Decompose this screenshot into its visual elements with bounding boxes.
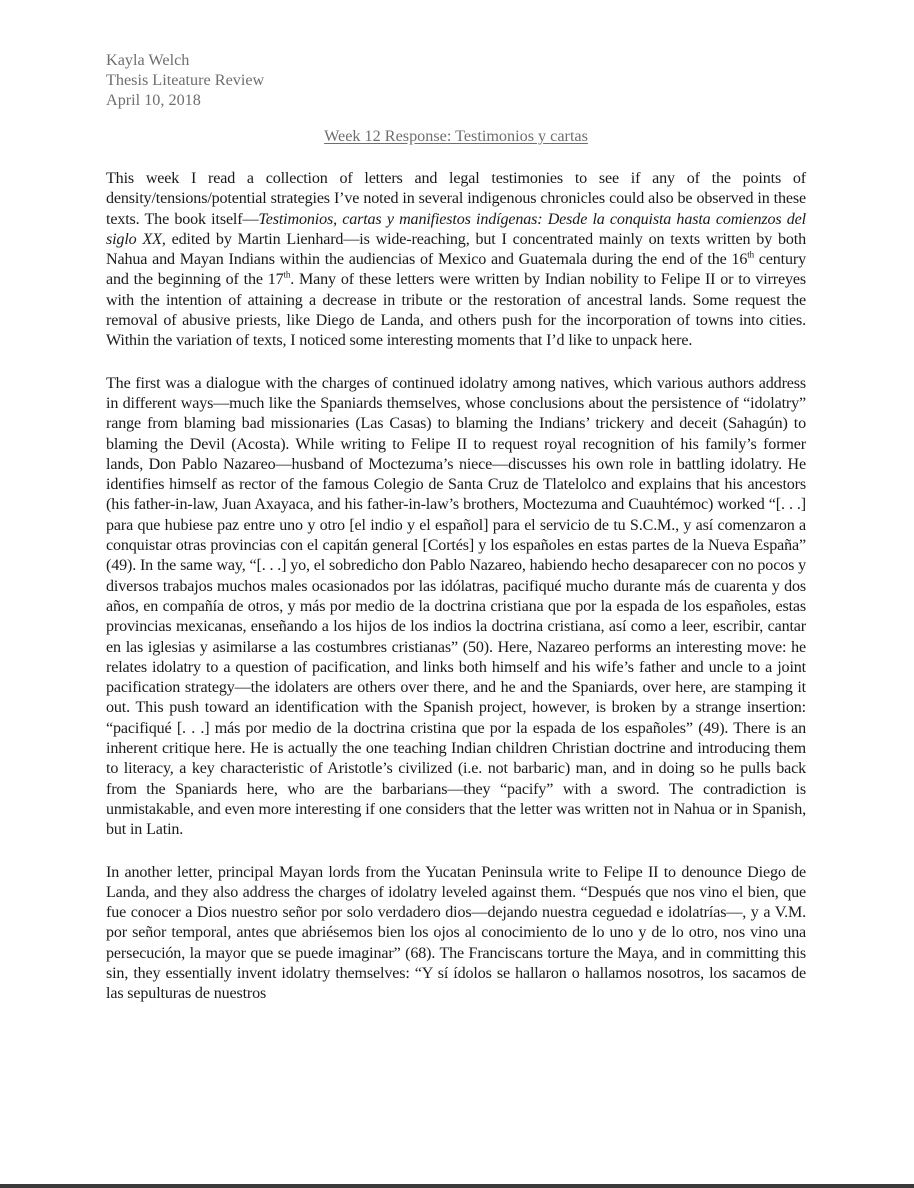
page-bottom-border [0, 1184, 914, 1188]
paragraph-1 [106, 169, 806, 352]
ordinal-suffix: th [283, 270, 291, 281]
paragraph-1-text-b: , edited by Martin Lienhard—is wide-reaching, but I concentrated mainly on texts written by both Nahua and Mayan Indians within the audiencias of Mexico and Guatemala during the end of the 16 [106, 230, 807, 269]
ordinal-suffix: th [747, 249, 754, 260]
paragraph-2: The first was a dialogue with the charges of continued idolatry among natives, which various authors address in different ways—much like the Spaniards themselves, whose conclusions about the persistence of “idolatry” range from blaming bad missionaries (Las Casas) to blaming the Indians’ trickery and deceit (Sahagún) to blaming the Devil (Acosta). While writing to Felipe II to request royal recognition of his family’s former lands, Don Pablo Nazareo—husband of Moctezuma’s niece—discusses his own role in battling idolatry. He identifies himself as rector of the famous Colegio de Santa Cruz de Tlatelolco and explains that his ancestors (his father-in-law, Juan Axayaca, and his father-in-law’s brothers, Moctezuma and Cuauhtémoc) worked “[. . .] para que hubiese paz entre uno y otro [el indio y el español] para el servicio de tu S.C.M., y así comenzaron a conquistar otras provincias con el capitán general [Cortés] y los españoles en estas partes de la Nueva España” (49). In the same way, “[. . .] yo, el sobredicho don Pablo Nazareo, habiendo hecho desaparecer con no pocos y diversos trabajos muchos males ocasionados por las idólatras, pacifiqué mucho durante más de cuarenta y dos años, en compañía de otros, y más por medio de la doctrina cristiana que por la espada de los españoles, estas provincias mexicanas, enseñando a los hijos de los indios la doctrina cristiana, así como a leer, escribir, cantar en las iglesias y asimilarse a las costumbres cristianas” (50). Here, Nazareo performs an interesting move: he relates idolatry to a question of pacification, and links both himself and his wife’s father and uncle to a joint pacification strategy—the idolaters are others over there, and he and the Spaniards, over here, are stamping it out. This push toward an identification with the Spanish project, however, is broken by a strange insertion: “pacifiqué [. . .] más por medio de la doctrina cristina que por la espada de los españoles” (49). There is an inherent critique here. He is actually the one teaching Indian children Christian doctrine and introducing them to literacy, a key characteristic of Aristotle’s civilized (i.e. not barbaric) man, and in doing so he pulls back from the Spaniards here, who are the barbarians—they “pacify” with a sword. The contradiction is unmistakable, and even more interesting if one considers that the letter was written not in Nahua or in Spanish, but in Latin. [106, 374, 806, 839]
paragraph-1-text-a: This week I read a collection of letters and legal testimonies to see if any of the points of density/tensions/potential strategies I’ve noted in several indigenous chronicles could also be observed in these texts. The book itself— [106, 170, 806, 228]
book-title: Testimonios, cartas y manifiestos indígenas: Desde la conquista hasta comienzos del siglo XX [106, 210, 806, 248]
course-title: Thesis Liteature Review [106, 71, 265, 89]
paragraph-3: In another letter, principal Mayan lords from the Yucatan Peninsula write to Felipe II to denounce Diego de Landa, and they also address the charges of idolatry leveled against them. “Después que nos vino el bien, que fue conocer a Dios nuestro señor por solo verdadero dios—dejando nuestra ceguedad e idolatrías—, y a V.M. por señor temporal, antes que abriésemos bien los ojos al conocimiento de lo uno y de lo otro, nos vino una persecución, la mayor que se puede imaginar” (68). The Franciscans torture the Maya, and in committing this sin, they essentially invent idolatry themselves: “Y sí ídolos se hallaron o hallamos nosotros, los sacamos de las sepulturas de nuestros [106, 863, 806, 1003]
paragraph-1-text-d: . Many of these letters were written by Indian nobility to Felipe II or to virreyes with the intention of attaining a decrease in tribute or the restoration of ancestral lands. Some request the removal of abusive priests, like Diego de Landa, and others push for the incorporation of towns into cities. Within the variation of texts, I noticed some interesting moments that I’d like to unpack here. [106, 271, 806, 350]
document-page [106, 50, 806, 1021]
author-name: Kayla Welch [106, 51, 190, 69]
paragraph-1-text-c: century and the beginning of the 17 [106, 251, 806, 289]
document-date: April 10, 2018 [106, 91, 201, 109]
document-title: Week 12 Response: Testimonios y cartas [324, 127, 588, 145]
